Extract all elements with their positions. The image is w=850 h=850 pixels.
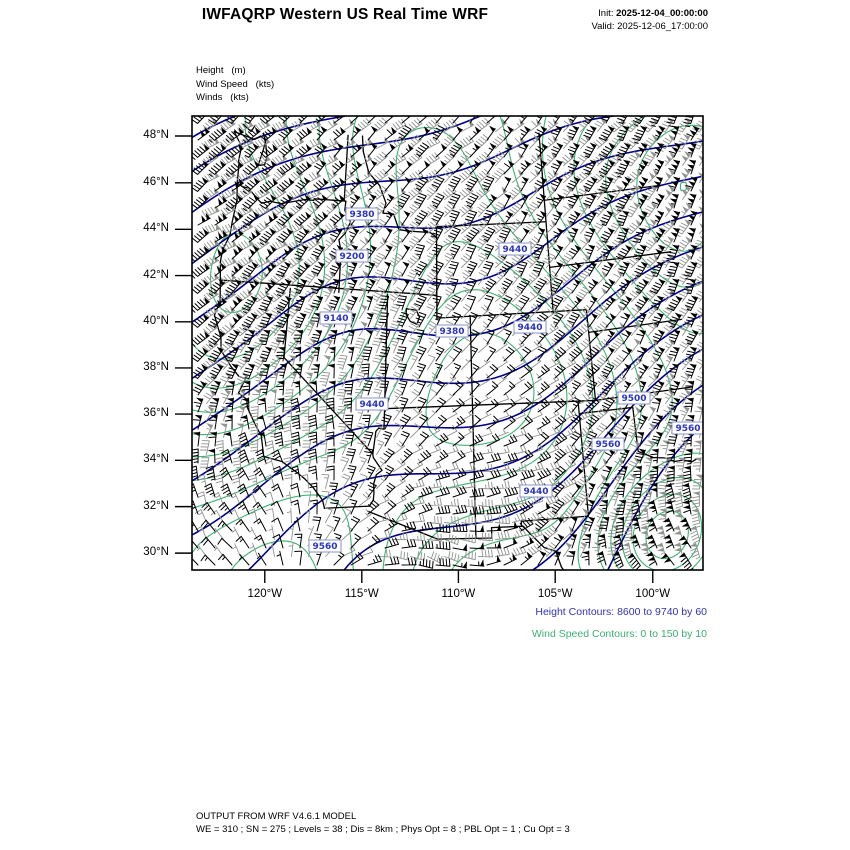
run-times — [591, 8, 708, 33]
lat-tick-label: 36°N — [143, 407, 169, 420]
lon-tick-label: 110°W — [441, 588, 476, 600]
lat-tick-label: 42°N — [143, 268, 169, 281]
height-contour-caption: Height Contours: 8600 to 9740 by 60 — [535, 606, 707, 618]
valid-time-line — [591, 21, 708, 34]
lon-tick-label: 115°W — [344, 588, 379, 600]
wind-speed-contour-caption: Wind Speed Contours: 0 to 150 by 10 — [531, 628, 707, 640]
page-title: IWFAQRP Western US Real Time WRF — [201, 6, 489, 23]
init-value: 2025-12-04_00:00:00 — [616, 8, 708, 19]
lat-tick-label: 44°N — [143, 222, 169, 235]
valid-value: 2025-12-06_17:00:00 — [617, 20, 708, 32]
lon-tick-label: 120°W — [247, 588, 283, 600]
field-legend — [196, 64, 274, 105]
lat-tick-label: 40°N — [143, 314, 169, 327]
lat-tick-label: 30°N — [143, 546, 169, 559]
init-time-line — [591, 8, 708, 21]
valid-label: Valid: — [591, 20, 618, 32]
legend-height: Height (m) — [196, 65, 246, 76]
model-version-line: OUTPUT FROM WRF V4.6.1 MODEL — [196, 811, 357, 822]
lat-tick-label: 34°N — [143, 453, 169, 466]
legend-wind-speed: Wind Speed (kts) — [196, 78, 275, 90]
lat-tick-label: 38°N — [143, 360, 169, 373]
lat-tick-label: 48°N — [143, 129, 169, 141]
init-label: Init: — [598, 8, 617, 19]
lat-tick-label: 46°N — [143, 175, 169, 188]
model-info — [196, 810, 570, 836]
legend-winds: Winds (kts) — [196, 92, 249, 103]
lon-tick-label: 100°W — [635, 588, 671, 600]
lat-tick-label: 32°N — [143, 499, 169, 512]
model-config-line: WE = 310 ; SN = 275 ; Levels = 38 ; Dis = 8km ; Phys Opt = 8 ; PBL Opt = 1 ; Cu Opt = 3 — [196, 824, 570, 835]
lon-tick-label: 105°W — [537, 588, 573, 600]
